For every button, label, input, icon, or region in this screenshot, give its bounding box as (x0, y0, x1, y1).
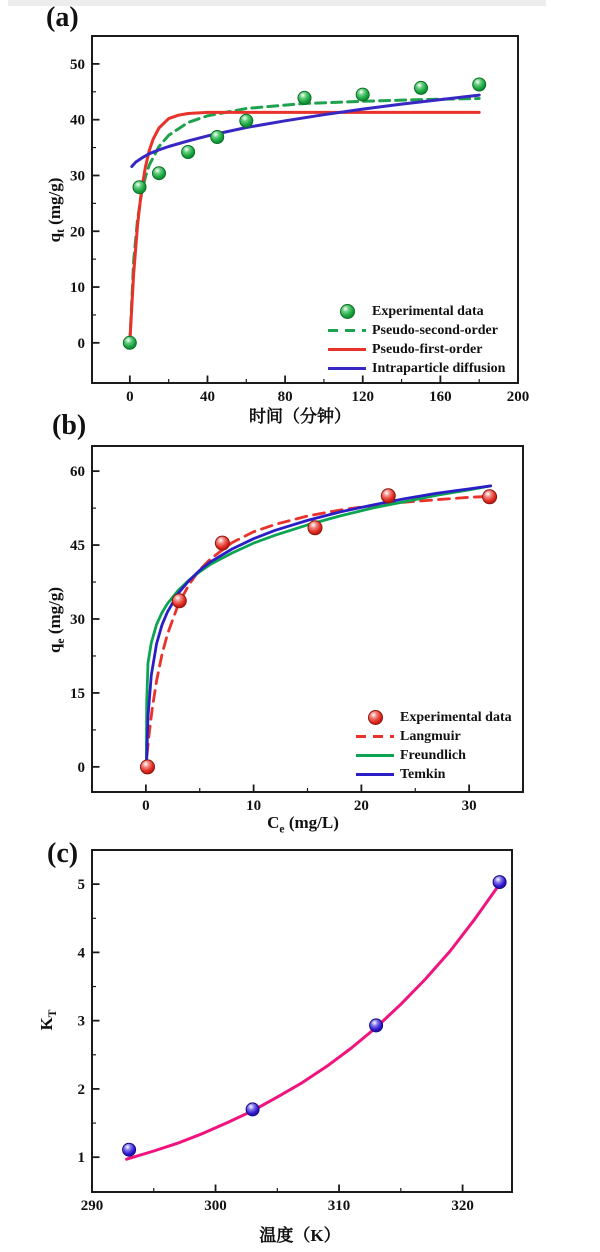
panel-c (78, 850, 513, 1214)
legend-item-pseudo-second-order (328, 321, 505, 340)
svg-text:40: 40 (70, 112, 85, 129)
legend-label: Intraparticle diffusion (372, 360, 506, 376)
solid-line-marker-icon (328, 367, 366, 370)
svg-text:45: 45 (70, 538, 85, 555)
svg-text:0: 0 (77, 759, 85, 776)
legend-item-langmuir (356, 727, 512, 746)
legend-label: Temkin (400, 766, 446, 782)
legend-item-temkin (356, 765, 512, 784)
svg-text:1: 1 (77, 1150, 85, 1167)
dashed-line-marker-icon (328, 329, 366, 332)
svg-text:60: 60 (70, 464, 85, 481)
svg-text:120: 120 (351, 389, 374, 405)
solid-line-marker-icon (328, 348, 366, 351)
legend-label: Langmuir (400, 728, 461, 744)
y-axis-label-a-sub: t (54, 229, 68, 233)
legend-item-experimental-data (328, 302, 505, 321)
panel-label-c: (c) (47, 838, 79, 869)
y-axis-label-b-main: q (44, 643, 64, 654)
x-axis-label-b-main: C (267, 813, 280, 832)
solid-line-marker-icon (356, 754, 394, 757)
y-axis-label-c (37, 1010, 59, 1031)
sphere-marker-icon (328, 304, 366, 319)
svg-text:10: 10 (70, 280, 85, 297)
y-axis-label-c-main: K (36, 1017, 56, 1031)
y-axis-label-a-rest: (mg/g) (44, 177, 64, 230)
svg-text:300: 300 (204, 1198, 227, 1214)
solid-line-marker-icon (356, 773, 394, 776)
svg-text:15: 15 (70, 685, 85, 702)
svg-text:30: 30 (70, 168, 85, 185)
svg-text:0: 0 (77, 335, 85, 352)
legend-item-experimental-data (356, 708, 512, 727)
svg-text:4: 4 (77, 945, 85, 962)
legend-label: Experimental data (400, 709, 512, 725)
svg-text:320: 320 (451, 1198, 474, 1214)
panel-label-b: (b) (52, 410, 87, 441)
legend-label: Pseudo-second-order (372, 322, 498, 338)
sphere-marker-icon (356, 710, 394, 725)
legend-label: Pseudo-first-order (372, 341, 483, 357)
svg-text:160: 160 (429, 389, 452, 405)
y-axis-label-b-sub: e (54, 638, 68, 644)
y-axis-label-b-rest: (mg/g) (44, 586, 64, 639)
svg-text:20: 20 (353, 798, 369, 814)
x-axis-label-b (267, 813, 339, 835)
svg-text:0: 0 (142, 798, 150, 814)
svg-text:30: 30 (461, 798, 477, 814)
legend-label: Freundlich (400, 747, 466, 763)
x-axis-label-a (249, 402, 351, 429)
panel-label-a: (a) (46, 2, 79, 33)
dashed-line-marker-icon (356, 735, 394, 738)
x-axis-label-c-main: 温度（K） (259, 1226, 341, 1245)
legend-panel-a (328, 302, 505, 378)
svg-text:30: 30 (70, 612, 85, 628)
x-axis-label-c (259, 1221, 340, 1248)
y-axis-label-b (45, 587, 67, 653)
svg-text:0: 0 (126, 389, 134, 405)
svg-text:200: 200 (506, 389, 530, 405)
svg-text:310: 310 (327, 1198, 351, 1214)
legend-panel-b (356, 708, 512, 784)
x-axis-label-b-sub: e (279, 822, 285, 836)
svg-text:2: 2 (77, 1081, 85, 1098)
svg-text:50: 50 (70, 56, 85, 73)
svg-text:80: 80 (277, 389, 293, 405)
svg-text:290: 290 (80, 1198, 104, 1214)
legend-item-intraparticle-diffusion (328, 359, 505, 378)
svg-text:40: 40 (199, 389, 215, 405)
svg-text:3: 3 (77, 1013, 85, 1030)
legend-item-freundlich (356, 746, 512, 765)
svg-text:5: 5 (77, 877, 85, 894)
legend-item-pseudo-first-order (328, 340, 505, 359)
y-axis-label-a-main: q (44, 232, 64, 243)
svg-text:20: 20 (70, 224, 85, 241)
y-axis-label-a (45, 178, 67, 243)
y-axis-label-c-sub: T (46, 1009, 60, 1018)
x-axis-label-b-rest: (mg/L) (284, 813, 339, 832)
svg-text:10: 10 (246, 798, 262, 814)
legend-label: Experimental data (372, 303, 484, 319)
x-axis-label-a-main: 时间（分钟） (249, 407, 351, 426)
